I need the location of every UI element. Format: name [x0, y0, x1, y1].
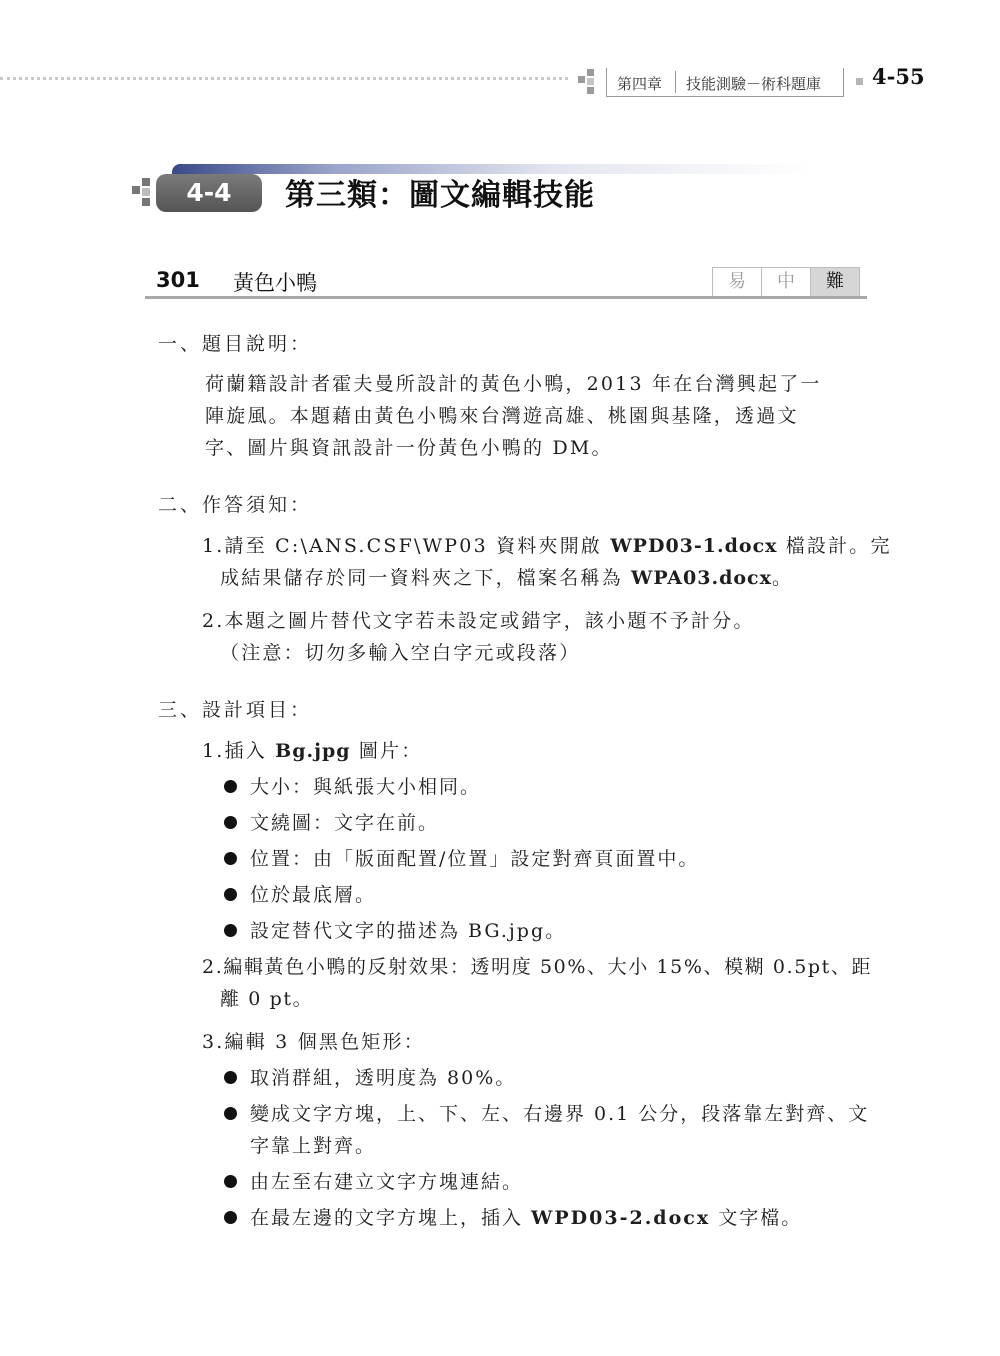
question-number: 301 — [156, 268, 200, 292]
filename: WPD03-2.docx — [531, 1207, 711, 1229]
text: 1.請至 C:\ANS.CSF\WP03 資料夾開啟 — [202, 535, 611, 557]
text: 在最左邊的文字方塊上，插入 — [250, 1207, 532, 1229]
part2-item-2 — [202, 605, 755, 669]
bullet-text — [250, 1098, 869, 1162]
chapter-title: 技能測驗－術科題庫 — [686, 75, 822, 93]
difficulty-hard: 難 — [811, 268, 859, 296]
header-dotted-line — [0, 77, 568, 80]
filename: Bg.jpg — [275, 740, 351, 762]
part2-heading: 二、作答須知： — [158, 494, 313, 516]
part3-item1-heading — [202, 735, 422, 767]
part1-line-1: 荷蘭籍設計者霍夫曼所設計的黃色小鴨，2013 年在台灣興起了一 — [205, 373, 822, 395]
question-divider — [145, 296, 867, 299]
bullet-text: 由左至右建立文字方塊連結。 — [250, 1171, 524, 1193]
text: 檔設計。完 — [777, 535, 892, 557]
difficulty-indicator — [712, 267, 860, 297]
bullet-text: 大小：與紙張大小相同。 — [250, 776, 482, 798]
bullet-icon — [224, 888, 237, 901]
part1-line-2: 陣旋風。本題藉由黃色小鴨來台灣遊高雄、桃園與基隆，透過文 — [205, 405, 799, 427]
bullet-icon — [224, 1071, 237, 1084]
difficulty-medium: 中 — [762, 268, 811, 296]
chapter-header — [606, 68, 844, 97]
chapter-divider — [675, 71, 676, 93]
bullet-icon — [224, 1107, 237, 1120]
bullet-text: 文繞圖：文字在前。 — [250, 812, 440, 834]
filename: WPD03-1.docx — [610, 535, 778, 557]
text: 1.插入 — [202, 740, 276, 762]
bullet-icon — [224, 816, 237, 829]
part2-item-1 — [202, 530, 892, 594]
bullet-text: 取消群組，透明度為 80%。 — [250, 1067, 517, 1089]
bullet-text: 位置：由「版面配置/位置」設定對齊頁面置中。 — [250, 848, 700, 870]
text: 成結果儲存於同一資料夾之下，檔案名稱為 — [220, 567, 632, 589]
bullet-line: 字靠上對齊。 — [250, 1135, 377, 1157]
bullet-text — [250, 1202, 802, 1234]
page-number-marker-icon — [856, 78, 863, 85]
bullet-icon — [224, 1211, 237, 1224]
question-title: 黃色小鴨 — [233, 271, 317, 295]
part2-item2-line2: （注意：切勿多輸入空白字元或段落） — [220, 642, 581, 664]
bullet-line: 變成文字方塊，上、下、左、右邊界 0.1 公分，段落靠左對齊、文 — [250, 1103, 870, 1125]
page-number: 4-55 — [872, 64, 925, 89]
part3-heading: 三、設計項目： — [158, 699, 313, 721]
part3-item3-heading: 3.編輯 3 個黑色矩形： — [202, 1031, 425, 1053]
section-title: 第三類：圖文編輯技能 — [285, 178, 595, 213]
bullet-text: 設定替代文字的描述為 BG.jpg。 — [250, 920, 567, 942]
difficulty-easy: 易 — [713, 268, 762, 296]
part2-item1-line1 — [202, 530, 892, 562]
bullet-text: 位於最底層。 — [250, 884, 377, 906]
bullet-icon — [224, 1175, 237, 1188]
bullet-icon — [224, 924, 237, 937]
bullet-icon — [224, 852, 237, 865]
part2-item1-line2 — [202, 562, 892, 594]
text: 文字檔。 — [710, 1207, 803, 1229]
part1-line-3: 字、圖片與資訊設計一份黃色小鴨的 DM。 — [205, 437, 613, 459]
section-number-badge: 4-4 — [156, 174, 262, 212]
part3-item2-line2: 離 0 pt。 — [220, 988, 314, 1010]
bullet-icon — [224, 780, 237, 793]
filename: WPA03.docx — [631, 567, 772, 589]
part1-heading: 一、題目說明： — [158, 333, 313, 355]
text: 圖片： — [350, 740, 423, 762]
part2-item2-line1: 2.本題之圖片替代文字若未設定或錯字，該小題不予計分。 — [202, 610, 755, 632]
part3-item-2 — [202, 951, 872, 1015]
text: 。 — [771, 567, 794, 589]
chapter-label: 第四章 — [617, 75, 663, 93]
part3-item2-line1: 2.編輯黃色小鴨的反射效果：透明度 50%、大小 15%、模糊 0.5pt、距 — [202, 956, 873, 978]
part1-description — [205, 368, 822, 464]
